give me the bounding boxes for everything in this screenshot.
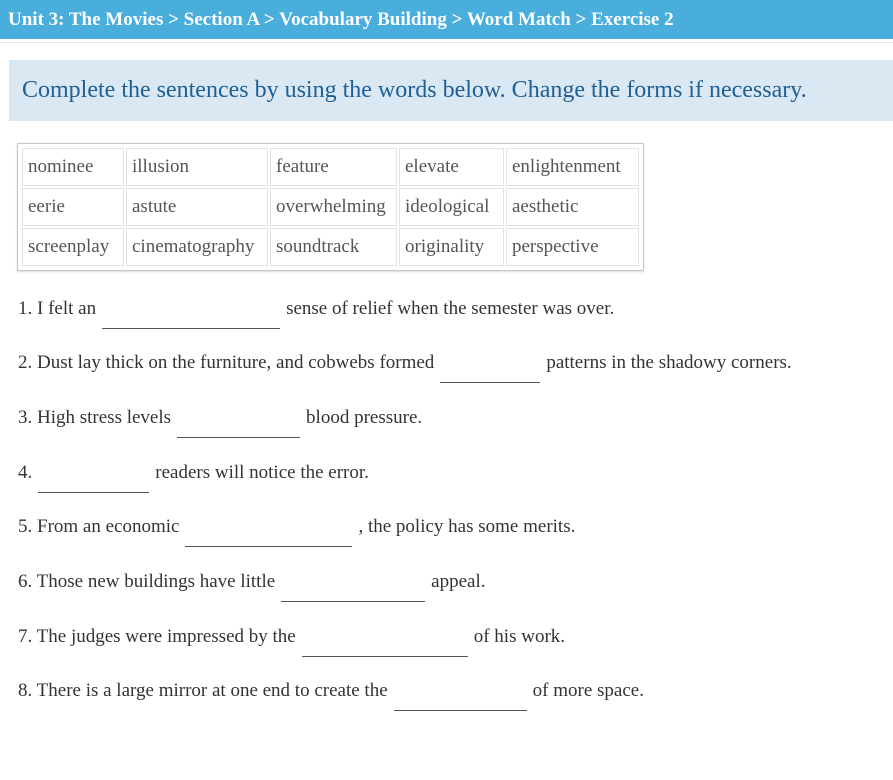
- word-bank: [17, 143, 644, 271]
- word-cell: aesthetic: [506, 188, 639, 226]
- word-bank-row: [22, 148, 639, 186]
- breadcrumb: Unit 3: The Movies > Section A > Vocabulary Building > Word Match > Exercise 2: [0, 0, 893, 39]
- word-cell: nominee: [22, 148, 124, 186]
- answer-blank-6[interactable]: [281, 571, 425, 602]
- question-text: 5. From an economic: [18, 516, 180, 537]
- word-cell: soundtrack: [270, 228, 397, 266]
- answer-blank-7[interactable]: [302, 626, 468, 657]
- question-text: 8. There is a large mirror at one end to create the: [18, 680, 388, 701]
- answer-blank-3[interactable]: [177, 407, 300, 438]
- word-cell: originality: [399, 228, 504, 266]
- question-5: [18, 516, 575, 556]
- question-8: [18, 680, 644, 720]
- word-cell: feature: [270, 148, 397, 186]
- word-cell: elevate: [399, 148, 504, 186]
- question-text: of his work.: [473, 626, 566, 647]
- answer-blank-4[interactable]: [38, 462, 149, 493]
- word-cell: perspective: [506, 228, 639, 266]
- question-4: [18, 462, 369, 502]
- question-text: of more space.: [532, 680, 644, 701]
- word-cell: ideological: [399, 188, 504, 226]
- question-text: 3. High stress levels: [18, 407, 172, 428]
- word-cell: cinematography: [126, 228, 268, 266]
- question-text: , the policy has some merits.: [358, 516, 576, 537]
- word-cell: screenplay: [22, 228, 124, 266]
- word-cell: astute: [126, 188, 268, 226]
- answer-blank-1[interactable]: [102, 298, 280, 329]
- word-cell: illusion: [126, 148, 268, 186]
- question-3: [18, 407, 422, 447]
- question-1: [18, 298, 614, 338]
- word-cell: eerie: [22, 188, 124, 226]
- question-text: blood pressure.: [306, 407, 423, 428]
- question-text: 4.: [18, 462, 33, 483]
- question-text: patterns in the shadowy corners.: [546, 352, 792, 373]
- word-bank-row: [22, 188, 639, 226]
- question-text: 7. The judges were impressed by the: [18, 626, 296, 647]
- question-text: 1. I felt an: [18, 298, 97, 319]
- question-text: sense of relief when the semester was over.: [286, 298, 615, 319]
- question-text: 2. Dust lay thick on the furniture, and cobwebs formed: [18, 352, 435, 373]
- word-bank-row: [22, 228, 639, 266]
- question-text: readers will notice the error.: [155, 462, 369, 483]
- word-cell: overwhelming: [270, 188, 397, 226]
- answer-blank-5[interactable]: [185, 516, 352, 547]
- question-7: [18, 626, 565, 666]
- answer-blank-2[interactable]: [440, 352, 540, 383]
- question-6: [18, 571, 486, 611]
- instruction-banner: Complete the sentences by using the words below. Change the forms if necessary.: [9, 60, 893, 121]
- question-2: [18, 352, 792, 392]
- question-text: 6. Those new buildings have little: [18, 571, 276, 592]
- answer-blank-8[interactable]: [394, 680, 527, 711]
- question-text: appeal.: [431, 571, 486, 592]
- header-divider: [0, 42, 893, 43]
- word-cell: enlightenment: [506, 148, 639, 186]
